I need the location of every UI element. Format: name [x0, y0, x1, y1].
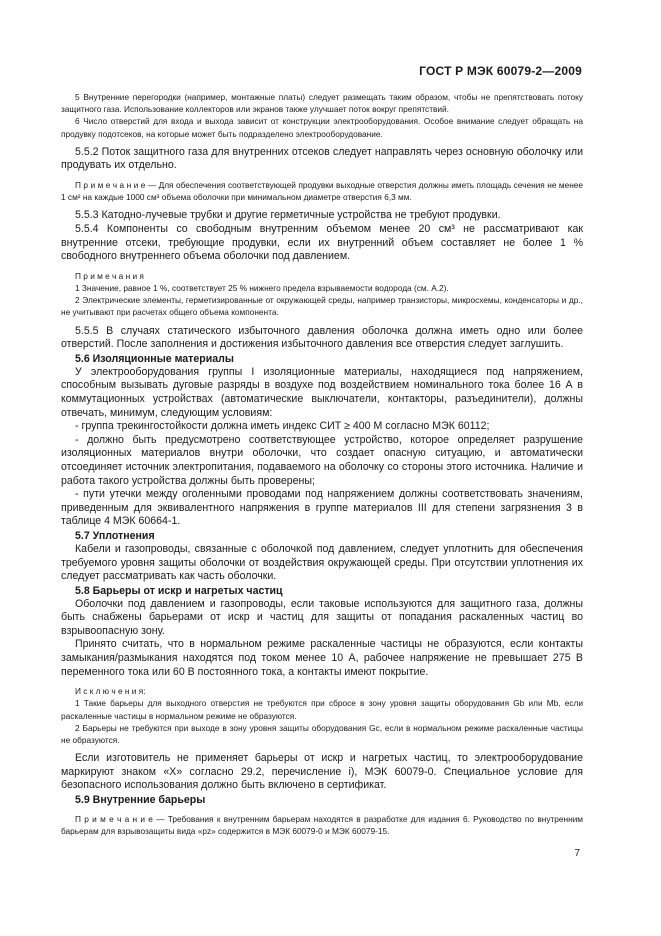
note-item-1: 1 Значение, равное 1 %, соответствует 25 % нижнего предела взрываемости водорода (см. А.2).	[75, 282, 449, 293]
clause-5-5-4: 5.5.4 Компоненты со свободным внутренним объемом менее 20 см³ не рассматривают как внутренние отсеки, требующие продувки, если их внутренний объем составляет не более 1 % свободного внутреннего объема оболочки под давлением.	[61, 223, 583, 263]
paragraph-5-7: Кабели и газопроводы, связанные с оболочкой под давлением, следует уплотнить для обеспечения требуемого уровня защиты оболочки от воздействия окружающей среды. При отсутствии уплотнения их следует рассматривать как часть оболочки.	[61, 542, 583, 583]
note-item-2: 2 Электрические элементы, герметизированные от окружающей среды, например транзисторы, микросхемы, конденсаторы и др., не учитывают при расчетах общего объема компонента.	[61, 295, 583, 318]
clause-5-5-5: 5.5.5 В случаях статического избыточного давления оболочка должна иметь одно или более отверстий. После заполнения и достижения избыточного давления все отверстия следует заглушить.	[61, 324, 583, 351]
note-label: П р и м е ч а н и е	[75, 180, 146, 190]
exceptions-label: И с к л ю ч е н и я:	[75, 686, 146, 697]
note-5-5-2	[61, 179, 583, 203]
list-item-creepage: - пути утечки между оголенными проводами под напряжением должны соответствовать значениям, приведенным для эквивалентного напряжения в группе материалов III для степени загрязнения 3 в таблице 4 МЭК 60664-1.	[61, 488, 583, 528]
clause-5-5-3: 5.5.3 Катодно-лучевые трубки и другие герметичные устройства не требуют продувки.	[75, 209, 501, 222]
paragraph-5-8-a: Оболочки под давлением и газопроводы, если таковые используются для защитного газа, должны быть снабжены барьерами от искр и частиц для защиты от попадания раскаленных частиц во взрывоопасную зону.	[61, 597, 583, 637]
paragraph-5-8-c: Если изготовитель не применяет барьеры от искр и нагретых частиц, то электрооборудование маркируют знаком «Х» согласно 29.2, перечисление i), МЭК 60079-0. Специальное условие для безопасного использования должно быть включено в сертификат.	[61, 752, 583, 792]
list-item-device: - должно быть предусмотрено соответствующее устройство, которое определяет разрушение изоляционных материалов внутри оболочки, что создает опасную ситуацию, и автоматически отсоединяет источник электропитания, подаваемого на оболочку со стороны этого источника. Наличие и работа такого устройства должны быть проверены;	[61, 433, 583, 487]
document-header: ГОСТ Р МЭК 60079-2—2009	[419, 64, 582, 78]
exception-item-2: 2 Барьеры не требуются при выходе в зону уровня защиты оборудования Gc, если в нормальном режиме раскаленные частицы не образуются.	[61, 722, 583, 746]
clause-5-5-2: 5.5.2 Поток защитного газа для внутренних отсеков следует направлять через основную оболочку или продувать их отдельно.	[61, 145, 583, 172]
paragraph-note-6: 6 Число отверстий для входа и выхода зависит от конструкции электрооборудования. Особое внимание следует обращать на продувку подотсеков, на которые может быть подразделено электрооборудование.	[61, 116, 583, 139]
page-content	[61, 91, 583, 837]
section-heading-5-9: 5.9 Внутренние барьеры	[75, 794, 206, 807]
section-heading-5-7: 5.7 Уплотнения	[75, 529, 155, 542]
note-5-9	[61, 813, 583, 837]
note-text: — Требования к внутренним барьерам находятся в разработке для издания 6. Руководство по внутренним барьерам для взрывозащиты вида «pz» содержится в МЭК 60079-0 и МЭК 60079-15.	[61, 814, 583, 837]
paragraph-5-6-intro: У электрооборудования группы I изоляционные материалы, находящиеся под напряжением, способным вызывать дуговые разряды в воздухе под воздействием номинального тока более 16 А в коммутационных устройствах (автоматические выключатели, контакторы, разъединители), должны отвечать, минимум, следующим условиям:	[61, 365, 583, 419]
list-item-tracking: - группа трекингостойкости должна иметь индекс СИТ ≥ 400 М согласно МЭК 60112;	[75, 420, 490, 433]
paragraph-note-5: 5 Внутренние перегородки (например, монтажные платы) следует размещать таким образом, чтобы не препятствовать потоку защитного газа. Использование коллекторов или экранов также улучшает поток вокруг препятствий.	[61, 92, 583, 115]
paragraph-5-8-b: Принято считать, что в нормальном режиме раскаленные частицы не образуются, если контакты замыкания/размыкания находятся под током менее 10 А, рабочее напряжение не превышает 275 В переменного тока или 60 В постоянного тока, а контакты имеют покрытие.	[61, 638, 583, 678]
page-number: 7	[574, 848, 580, 859]
section-heading-5-6: 5.6 Изоляционные материалы	[75, 352, 234, 365]
notes-label: П р и м е ч а н и я	[75, 270, 144, 281]
section-heading-5-8: 5.8 Барьеры от искр и нагретых частиц	[75, 584, 283, 597]
note-label: П р и м е ч а н и е	[75, 814, 153, 825]
exception-item-1: 1 Такие барьеры для выходного отверстия не требуются при сбросе в зону уровня защиты оборудования Gb или Mb, если раскаленные частицы в нормальном режиме не образуются.	[61, 698, 583, 721]
note-text: — Для обеспечения соответствующей продувки выходные отверстия должны иметь площадь сечения не менее 1 см² на каждые 1000 см³ объема оболочки при минимальном диаметре отверстия 6,3 мм.	[61, 180, 584, 203]
